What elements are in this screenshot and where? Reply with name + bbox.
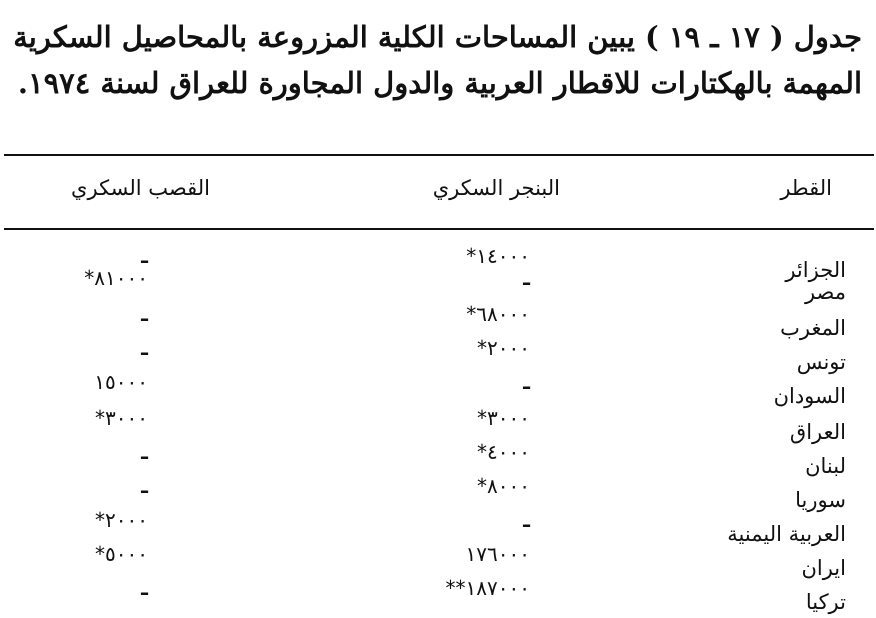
table-header-rule: [4, 228, 874, 230]
cell-sugar-cane: ٣٠٠٠*: [95, 406, 148, 430]
cell-sugar-beet: ١٨٧٠٠٠**: [445, 576, 530, 600]
cell-country: سوريا: [795, 488, 846, 512]
cell-sugar-beet: ٢٠٠٠*: [477, 336, 530, 360]
cell-country: لبنان: [805, 454, 846, 478]
table-row: [0, 576, 876, 618]
cell-country: تركيا: [805, 590, 846, 614]
cell-sugar-cane: ٥٠٠٠*: [95, 542, 148, 566]
cell-sugar-cane: ٨١٠٠٠*: [84, 266, 148, 290]
cell-sugar-beet: ـ: [523, 266, 530, 290]
cell-sugar-beet: ١٤٠٠٠*: [466, 244, 530, 268]
cell-sugar-cane: ٢٠٠٠*: [95, 508, 148, 532]
cell-country: السودان: [773, 384, 846, 408]
cell-country: المغرب: [780, 316, 846, 340]
header-country: القطر: [780, 176, 832, 200]
cell-sugar-beet: ٣٠٠٠*: [477, 406, 530, 430]
header-sugar-beet: البنجر السكري: [432, 176, 560, 200]
cell-sugar-beet: ـ: [523, 370, 530, 394]
cell-sugar-beet: ٤٠٠٠*: [477, 440, 530, 464]
table-top-rule: [4, 154, 874, 156]
cell-country: الجزائر: [785, 258, 846, 282]
cell-country: العراق: [789, 420, 846, 444]
cell-country: تونس: [796, 350, 846, 374]
cell-sugar-beet: ٦٨٠٠٠*: [466, 302, 530, 326]
cell-country: مصر: [804, 280, 846, 304]
cell-country: ايران: [801, 556, 846, 580]
cell-sugar-beet: ٨٠٠٠*: [477, 474, 530, 498]
cell-sugar-cane: ـ: [141, 474, 148, 498]
cell-sugar-cane: ـ: [141, 302, 148, 326]
table-caption-line-1: جدول ( ١٧ ـ ١٩ ) يبين المساحات الكلية المزروعة بالمحاصيل السكرية: [13, 20, 862, 54]
cell-sugar-cane: ـ: [141, 244, 148, 268]
header-sugar-cane: القصب السكري: [71, 176, 210, 200]
cell-country: العربية اليمنية: [727, 522, 846, 546]
cell-sugar-cane: ـ: [141, 576, 148, 600]
cell-sugar-beet: ١٧٦٠٠٠: [465, 542, 530, 566]
cell-sugar-cane: ١٥٠٠٠: [94, 370, 148, 394]
cell-sugar-beet: ـ: [523, 508, 530, 532]
cell-sugar-cane: ـ: [141, 440, 148, 464]
cell-sugar-cane: ـ: [141, 336, 148, 360]
table-caption-line-2: المهمة بالهكتارات للاقطار العربية والدول المجاورة للعراق لسنة ١٩٧٤.: [17, 66, 862, 100]
